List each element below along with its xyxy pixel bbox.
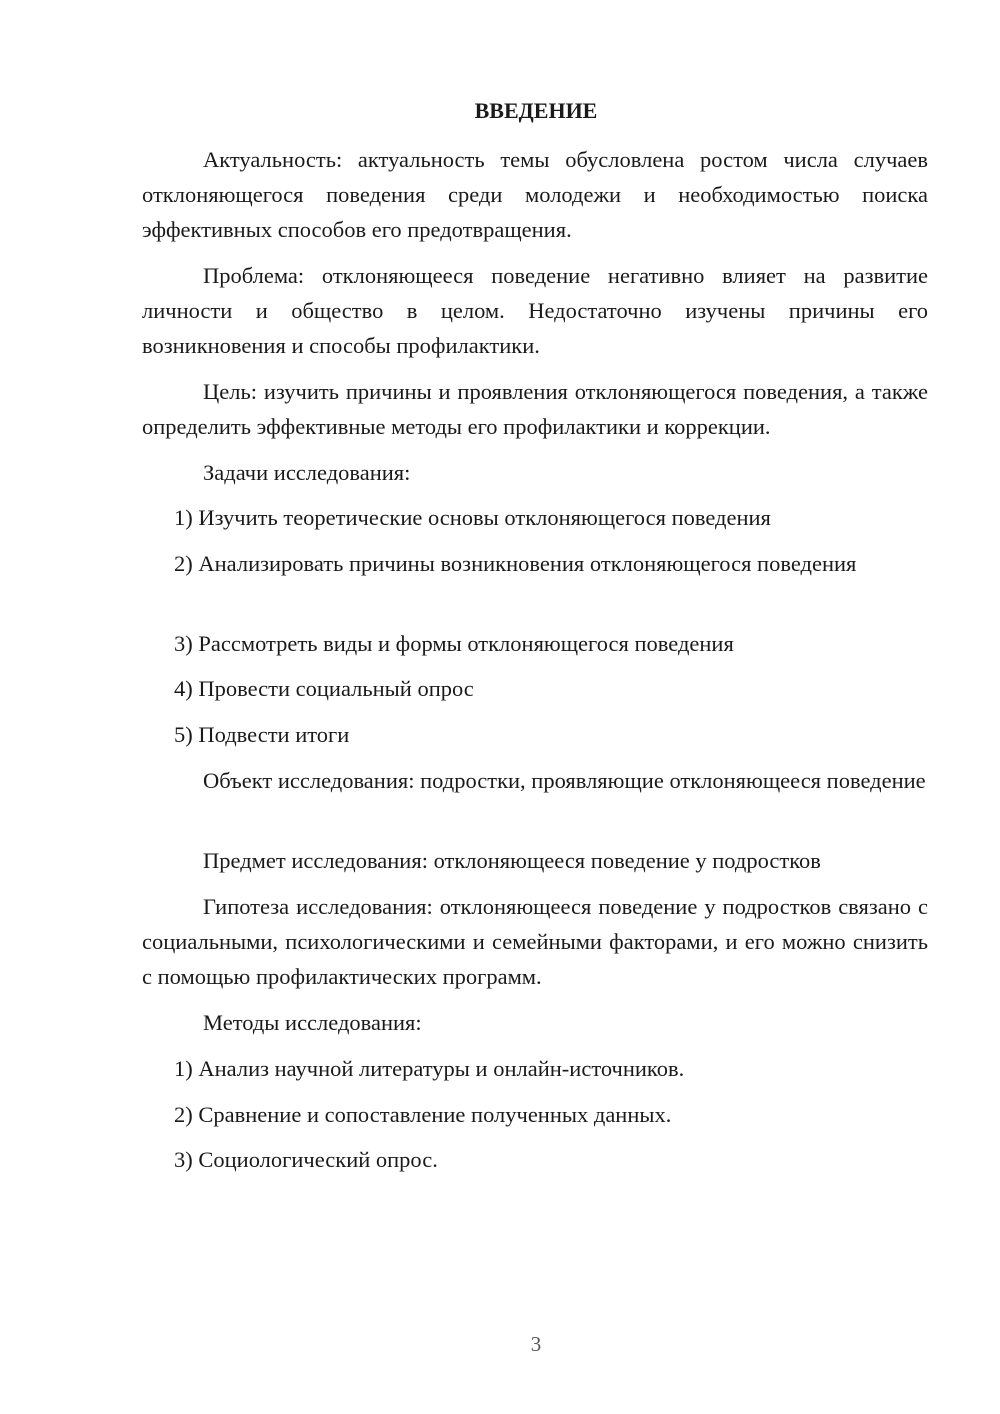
paragraph-object: Объект исследования: подростки, проявляющие отклоняющееся поведение (203, 768, 926, 793)
list-item-task-4: 4) Провести социальный опрос (174, 676, 474, 701)
list-item-method-2: 2) Сравнение и сопоставление полученных данных. (174, 1102, 672, 1127)
list-item-task-5: 5) Подвести итоги (174, 722, 350, 747)
paragraph-relevance: Актуальность: актуальность темы обусловлена ростом числа случаев отклоняющегося поведения среди молодежи и необходимостью поиска эффективных способов его предотвращения. (142, 147, 928, 242)
list-item-method-1: 1) Анализ научной литературы и онлайн-источников. (174, 1056, 685, 1081)
paragraph-hypothesis: Гипотеза исследования: отклоняющееся поведение у подростков связано с социальными, психологическими и семейными факторами, и его можно снизить с помощью профилактических программ. (142, 894, 928, 989)
paragraph-methods-heading: Методы исследования: (203, 1010, 422, 1035)
list-item-method-3: 3) Социологический опрос. (174, 1147, 438, 1172)
page-number: 3 (530, 1332, 542, 1356)
paragraph-goal: Цель: изучить причины и проявления отклоняющегося поведения, а также определить эффективные методы его профилактики и коррекции. (142, 379, 928, 439)
page-title: ВВЕДЕНИЕ (474, 98, 598, 123)
list-item-task-2: 2) Анализировать причины возникновения отклоняющегося поведения (174, 551, 857, 576)
paragraph-problem: Проблема: отклоняющееся поведение негативно влияет на развитие личности и общество в целом. Недостаточно изучены причины его возникновения и способы профилактики. (142, 263, 928, 358)
paragraph-subject: Предмет исследования: отклоняющееся поведение у подростков (203, 848, 821, 873)
list-item-task-1: 1) Изучить теоретические основы отклоняющегося поведения (174, 505, 771, 530)
paragraph-tasks-heading: Задачи исследования: (203, 460, 411, 485)
list-item-task-3: 3) Рассмотреть виды и формы отклоняющегося поведения (174, 631, 734, 656)
